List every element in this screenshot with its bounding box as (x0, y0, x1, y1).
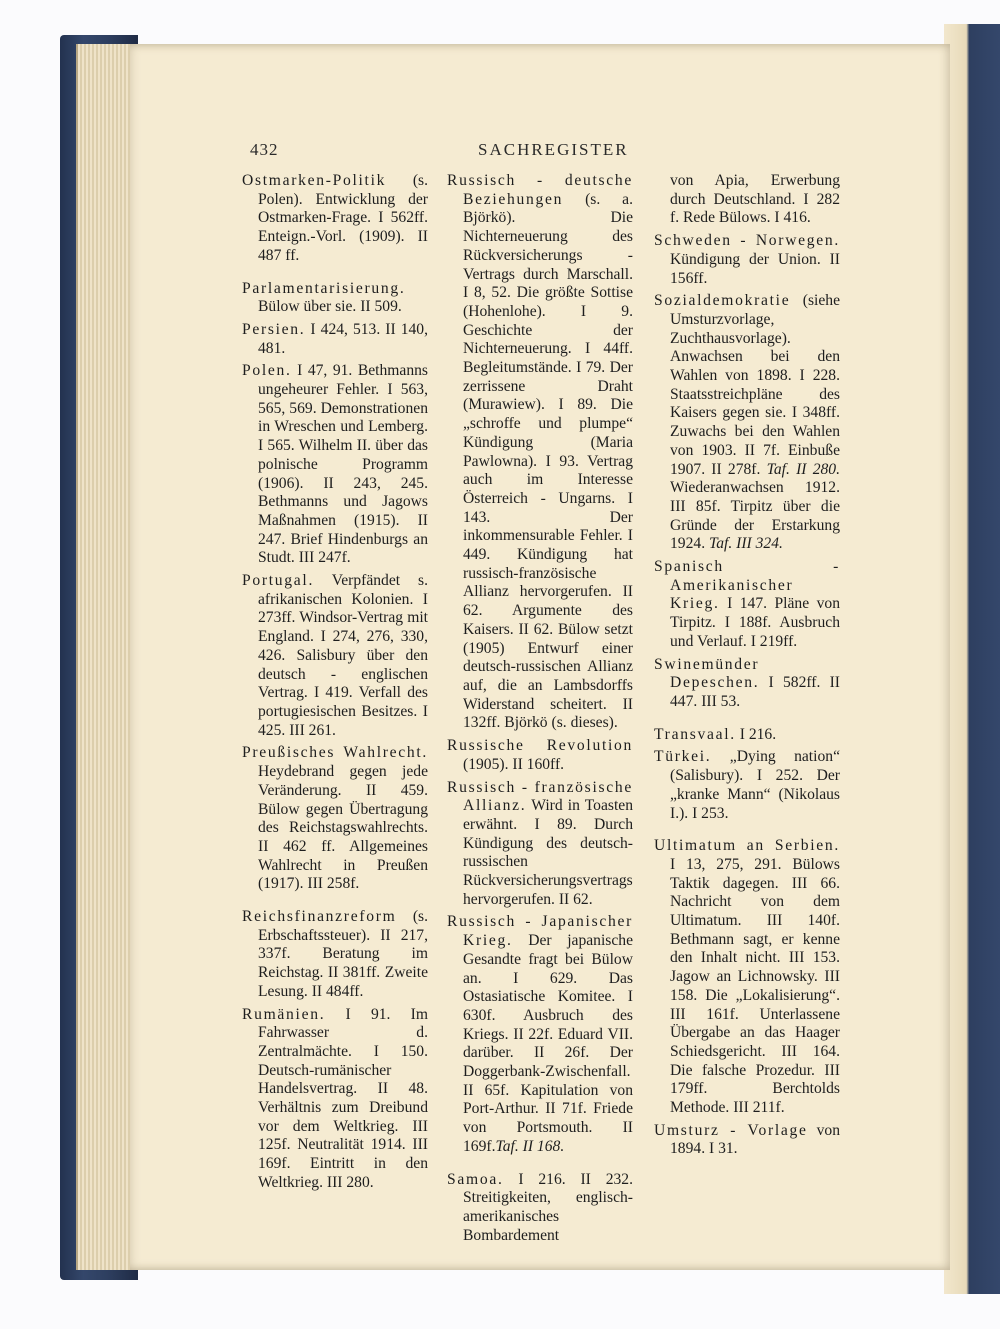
index-text: Wiederanwachsen 1912. III 85f. Tirpitz über die Gründe der Erstarkung 1924. (670, 479, 840, 553)
index-text: (s. Erbschaftssteuer). II 217, 337f. Beratung im Reichstag. II 381ff. Zweite Lesung. II 484ff. (258, 908, 428, 1000)
index-entry (654, 172, 840, 228)
index-headword: Samoa. (447, 1170, 504, 1188)
index-entry (242, 172, 428, 266)
index-headword: Russisch - Japanischer Krieg. (447, 913, 633, 950)
page-number: 432 (250, 140, 279, 159)
index-entry (447, 779, 633, 910)
index-entry (654, 837, 840, 1118)
index-text: Kündigung der Union. II 156ff. (670, 250, 840, 287)
index-column-3 (654, 172, 840, 1163)
index-headword: Parlamentarisierung. (242, 279, 406, 297)
index-text: I 91. Im Fahrwasser d. Zentralmächte. I 150. Deutsch-rumänischer Handelsvertrag. II 48. Verhältnis zum Dreibund vor dem Weltkrieg. III 125f. Neutralität 1914. III 169f. Eintritt in den Weltkrieg. III 280. (258, 1005, 428, 1191)
index-headword: Ultimatum an Serbien. (654, 837, 840, 855)
index-entry (447, 172, 633, 733)
index-entry (447, 913, 633, 1156)
index-entry (242, 908, 428, 1002)
index-text: „Dying nation“ (Salisbury). I 252. Der „kranke Mann“ (Nikolaus I.). I 253. (670, 748, 840, 822)
index-text: I 216. (735, 725, 777, 743)
index-headword: Swinemünder Depeschen. (654, 655, 760, 692)
index-italic-ref: Taf. II 280. (766, 460, 840, 478)
index-text: (s. a. Björkö). Die Nichterneuerung des Rückversicherungs - Vertrags durch Marschall. I 8, 52. Die größte Sottise (Hohenlohe). I 9. Geschichte der Nichterneuerung. I 44ff. Begleitumstände. I 79. Der zerrissene Draht (Murawiew). I 89. Die „schroffe und plumpe“ Kündigung (Maria Pawlowna). I 93. Vertrag auch im Interesse Österreich - Ungarns. I 143. Der inkommensurable Fehler. I 449. Kündigung hat russisch-französische Allianz hervorgerufen. II 62. Argumente des Kaisers. II 62. Bülow setzt (1905) Entwurf einer deutsch-russischen Allianz auf, die an Lambsdorffs Widerstand scheitert. II 132ff. Björkö (s. dieses). (463, 190, 633, 732)
index-text: I 13, 275, 291. Bülows Taktik dagegen. III 66. Nachricht von dem Ultimatum. III 140f. Bethmann sagt, er kenne den Inhalt nicht. III 153. Jagow an Lichnowsky. III 158. Die „Lokalisierung“. III 161f. Unterlassene Übergabe an das Haager Schiedsgericht. III 164. Die falsche Prozedur. III 179ff. Berchtolds Methode. III 211f. (670, 855, 840, 1117)
index-entry (242, 280, 428, 317)
index-entry (654, 726, 840, 745)
facing-page-edge (944, 24, 1000, 1294)
index-headword: Spanisch - Amerikanischer Krieg. (654, 558, 840, 613)
index-column-1 (242, 172, 428, 1197)
index-headword: Sozialdemokratie (654, 292, 791, 310)
index-entry (654, 1122, 840, 1159)
running-title: SACHREGISTER (478, 140, 629, 159)
index-headword: Umsturz - Vorlage (654, 1121, 808, 1139)
index-entry (654, 558, 840, 652)
index-text: von 1894. I 31. (670, 1121, 840, 1158)
index-headword: Russische Revolution (447, 737, 633, 755)
index-headword: Schweden - Norwegen. (654, 232, 840, 250)
index-text: Wird in Toasten erwähnt. I 89. Durch Kündigung des deutsch-russischen Rückversicherungsvertrags hervorgerufen. II 62. (463, 797, 633, 908)
index-entry (654, 748, 840, 823)
index-headword: Ostmarken-Politik (242, 172, 387, 189)
index-headword: Russisch - deutsche Beziehungen (447, 172, 633, 208)
index-entry (654, 656, 840, 712)
index-text: I 216. II 232. Streitigkeiten, englisch-amerikanisches Bombardement (463, 1170, 633, 1244)
index-italic-ref: Taf. III 324. (708, 535, 783, 553)
index-headword: Rumänien. (242, 1005, 326, 1023)
index-text: I 582ff. II 447. III 53. (670, 674, 840, 710)
index-entry (447, 737, 633, 774)
index-headword: Russisch - französische Allianz. (447, 778, 633, 815)
index-column-2 (447, 172, 633, 1249)
index-text: Heydebrand gegen jede Veränderung. II 459. Bülow gegen Übertragung des Reichstagswahlrechts. II 462 ff. Allgemeines Wahlrecht in Preußen (1917). III 258f. (258, 763, 428, 893)
index-italic-ref: Taf. II 168. (495, 1137, 565, 1155)
index-headword: Reichsfinanzreform (242, 908, 397, 926)
index-text: Der japanische Gesandte fragt bei Bülow an. I 629. Das Ostasiatische Komitee. I 630f. Ausbruch des Kriegs. II 22f. Eduard VII. darüber. II 26f. Der Doggerbank-Zwischenfall. II 65f. Kapitulation von Port-Arthur. II 71f. Friede von Portsmouth. II 169f. (463, 932, 633, 1155)
index-headword: Persien. (242, 320, 306, 338)
index-text: Verpfändet s. afrikanischen Kolonien. I 273ff. Windsor-Vertrag mit England. I 274, 276, 330, 426. Salisbury über den deutsch - englischen Vertrag. I 419. Verfall des portugiesischen Besitzes. I 425. III 261. (258, 572, 428, 739)
index-entry (242, 362, 428, 568)
index-entry (242, 1006, 428, 1193)
index-entry (242, 572, 428, 740)
index-entry (447, 1171, 633, 1246)
index-text: (siehe Umsturzvorlage, Zuchthausvorlage). Anwachsen bei den Wahlen von 1898. I 228. Staatsstreichpläne des Kaisers gegen sie. I 348ff. Zuwachs bei den Wahlen von 1903. II 7f. Einbuße 1907. II 278f. (670, 292, 840, 478)
index-text: von Apia, Erwerbung durch Deutschland. I 282 f. Rede Bülows. I 416. (670, 172, 840, 227)
page-stack-edges (76, 44, 130, 1270)
index-headword: Preußisches Wahlrecht. (242, 744, 428, 762)
index-headword: Polen. (242, 362, 292, 380)
index-entry (242, 744, 428, 894)
index-headword: Transvaal. (654, 725, 736, 743)
index-text: (1905). II 160ff. (463, 755, 565, 773)
index-text: I 424, 513. II 140, 481. (258, 320, 428, 357)
index-entry (654, 232, 840, 288)
index-text: (s. Polen). Entwicklung der Ostmarken-Frage. I 562ff. Enteign.-Vorl. (1909). II 487 ff. (258, 172, 428, 264)
index-text: I 47, 91. Bethmanns ungeheurer Fehler. I 563, 565, 569. Demonstrationen in Wreschen und Lemberg. I 565. Wilhelm II. über das polnische Programm (1906). II 243, 245. Bethmanns und Jagows Maßnahmen (1915). II 247. Brief Hindenburgs an Studt. III 247f. (258, 362, 428, 567)
index-text: I 147. Pläne von Tirpitz. I 188f. Ausbruch und Verlauf. I 219ff. (670, 595, 840, 650)
index-text: Bülow über sie. II 509. (258, 298, 402, 316)
index-headword: Türkei. (654, 748, 712, 766)
index-entry (654, 292, 840, 554)
index-entry (242, 321, 428, 358)
index-headword: Portugal. (242, 572, 315, 590)
